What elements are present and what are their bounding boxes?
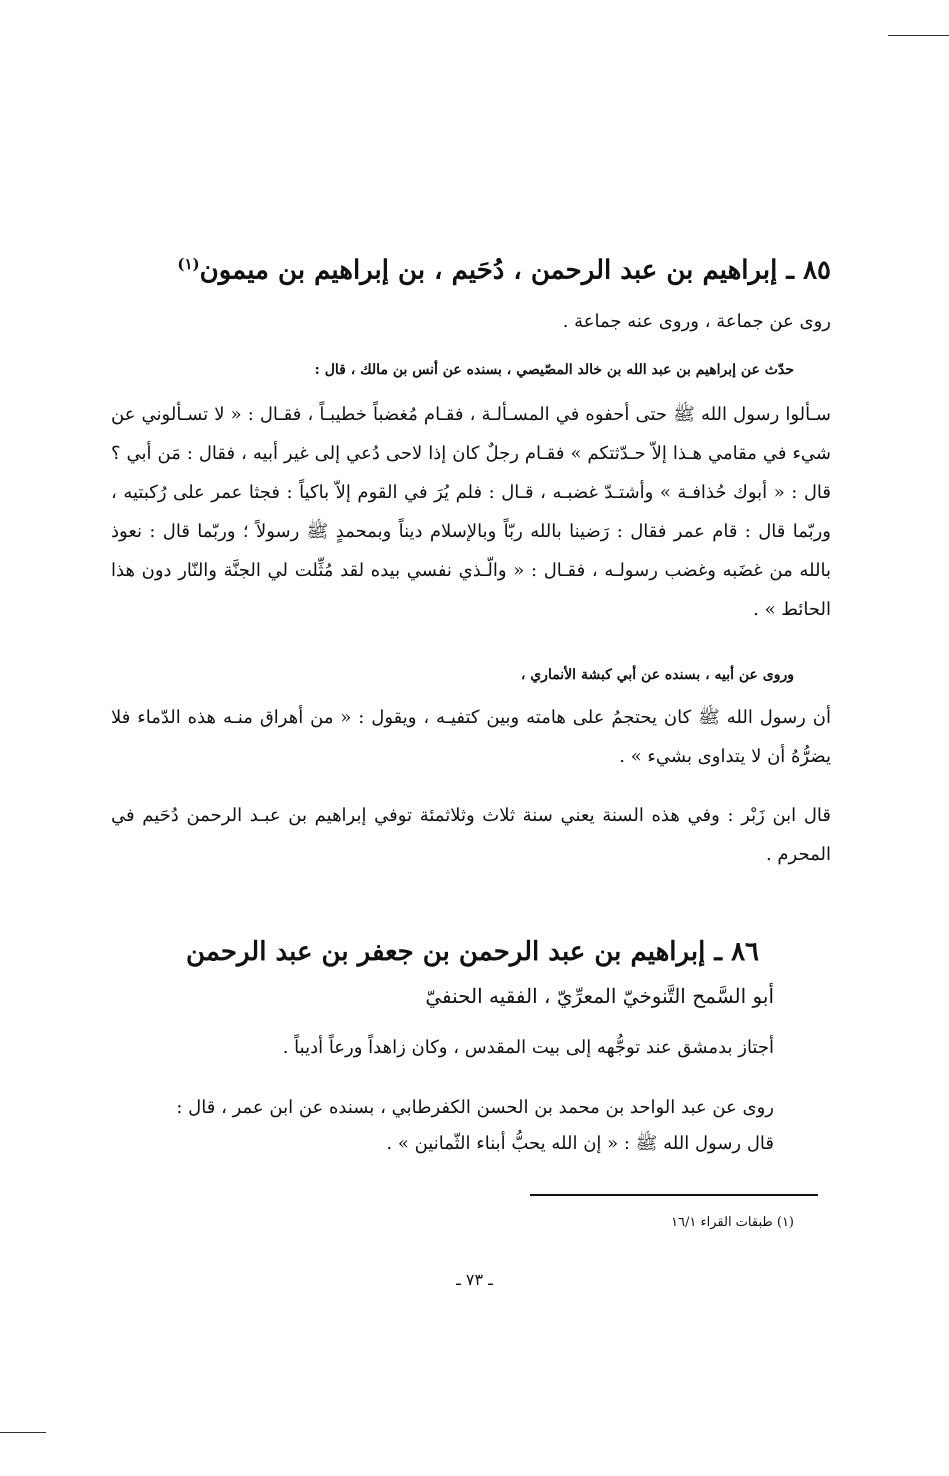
scan-edge-line-top	[888, 35, 949, 36]
entry-86-line-1: أجتاز بدمشق عند توجُّهه إلى بيت المقدس ، وكان زاهداً ورعاً أديباً .	[282, 1037, 774, 1058]
entry-86-heading: ٨٦ ـ إبراهيم بن عبد الرحمن بن جعفر بن عبد الرحمن	[186, 937, 759, 967]
entry-85-death-note: قال ابن زَبْر : وفي هذه السنة يعني سنة ثلاث وثلاثمئة توفي إبراهيم بن عبـد الرحمن دُحَيم في المحرم .	[111, 805, 831, 865]
footnote-rule	[530, 1194, 818, 1196]
entry-85-hadith-1: سـألوا رسول الله ﷺ حتى أحفوه في المسـألـة ، فقـام مُغضباً خطيبـاً ، فقـال : « لا تسـألوني عن شيء في مقامي هـذا إلاّ حـدّثتكم » فقـام رجلٌ كان إذا لاحى دُعي إلى غير أبيه ، فقال : مَن أبي ؟ قال : « أبوك حُذافـة » وأشتـدّ غضبـه ، قـال : فلم يُرَ في القوم إلاّ باكياً : فجثا عمر على رُكبتيه ، وربّما قال : قام عمر فقال : رَضينا بالله ربّاً وبالإسلام ديناً وبمحمدٍ ﷺ رسولاً ؛ وربّما قال : نعوذ بالله من غضَبه وغضب رسولـه ، فقـال : « والّـذي نفسي بيده لقد مُثِّلت لي الجنَّة والنّار دون هذا الحائط » .	[111, 404, 831, 620]
scan-edge-line-bottom	[0, 1432, 46, 1433]
entry-85-isnad-1: حدّث عن إبراهيم بن عبد الله بن خالد المصّيصي ، بسنده عن أنس بن مالك ، قال :	[314, 362, 794, 378]
footnote-marker: (١)	[177, 255, 200, 273]
entry-85-heading	[177, 244, 831, 291]
entry-85-intro: روى عن جماعة ، وروى عنه جماعة .	[562, 311, 831, 332]
entry-86-line-2: روى عن عبد الواحد بن محمد بن الحسن الكفرطابي ، بسنده عن ابن عمر ، قال :	[176, 1097, 774, 1118]
entry-85-hadith-2: أن رسول الله ﷺ كان يحتجمُ على هامته وبين كتفيـه ، ويقول : « من أهراق منـه هذه الدّماء فلا يضرُّهُ أن لا يتداوى بشيء » .	[111, 707, 831, 767]
entry-85-heading-text: ٨٥ ـ إبراهيم بن عبد الرحمن ، دُحَيم ، بن إبراهيم بن ميمون	[199, 255, 831, 286]
entry-85-isnad-2: وروى عن أبيه ، بسنده عن أبي كبشة الأنماري ،	[520, 667, 794, 683]
page-number: ـ ٧٣ ـ	[456, 1270, 493, 1289]
entry-86-line-3: قال رسول الله ﷺ : « إن الله يحبُّ أبناء الثّمانين » .	[386, 1133, 774, 1154]
entry-86-subtitle: أبو السَّمح التَّنوخيّ المعرِّيّ ، الفقيه الحنفيّ	[425, 984, 774, 1008]
footnote: (١) طبقات القراء ١٦/١	[671, 1215, 794, 1230]
